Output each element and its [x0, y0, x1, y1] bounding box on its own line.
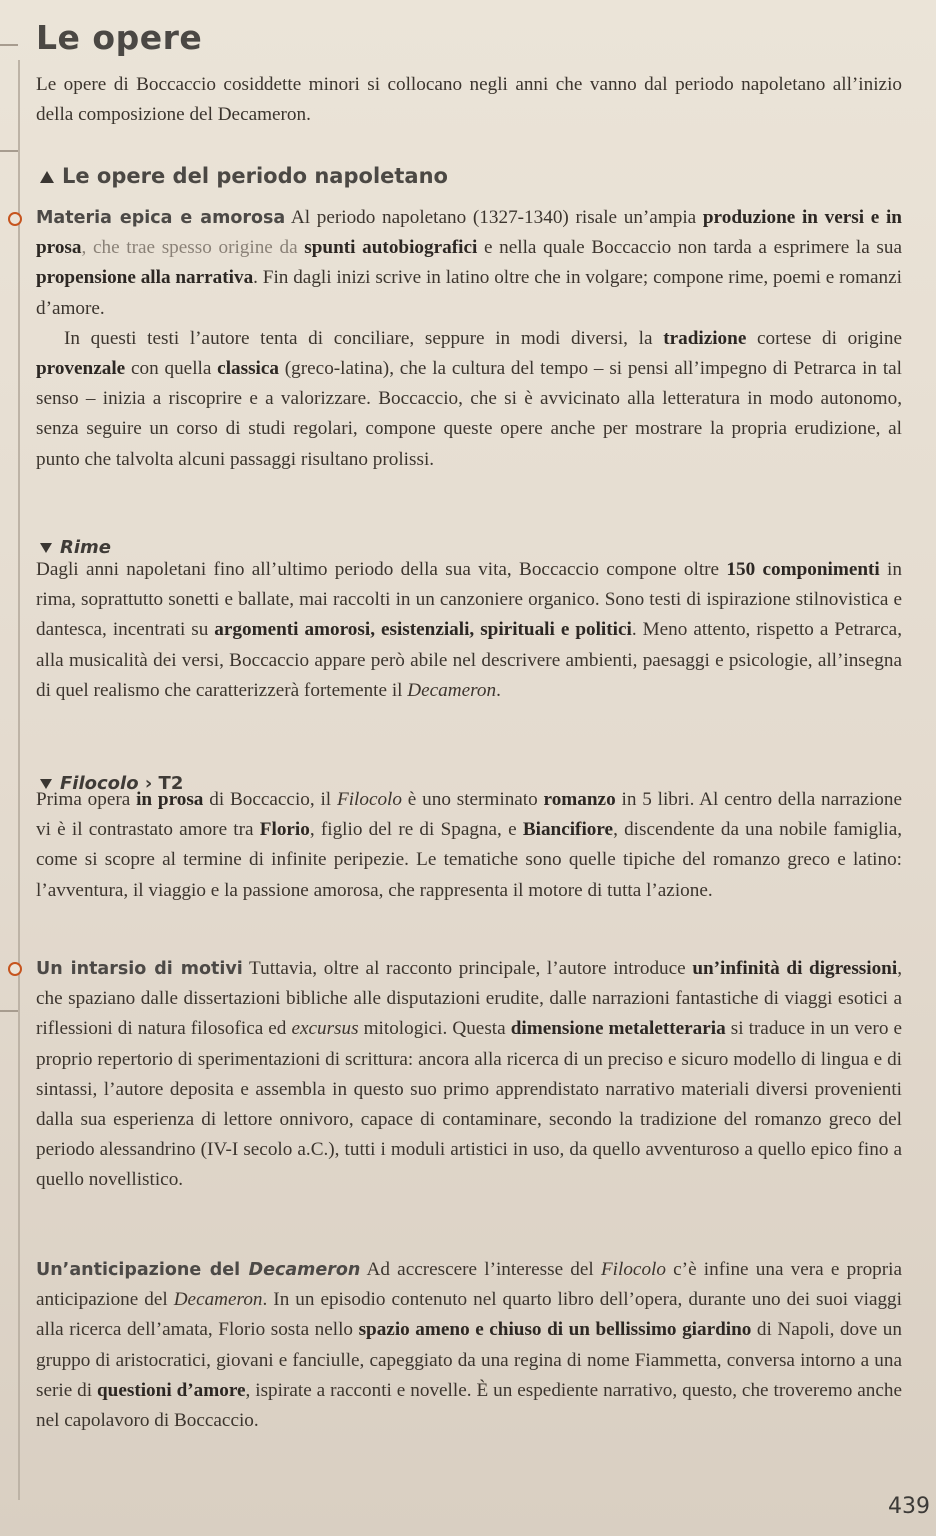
section-heading-text: Le opere del periodo napoletano [62, 164, 448, 188]
text-run: in rima, soprattutto sonetti e ballate, mai raccolti in un canzoniere organico. Sono testi di ispirazione stilnovistica e dantesca, incentrati su [36, 559, 902, 641]
italic-run: Filocolo [336, 789, 402, 810]
intro-text: Le opere di Boccaccio cosiddette minori si collocano negli anni che vanno dal periodo napoletano all’inizio della composizione del Decameron. [36, 74, 902, 126]
page-number: 439 [888, 1494, 930, 1519]
bold-run: Biancifiore [522, 819, 614, 841]
bold-run: romanzo [543, 789, 616, 810]
circle-marker-icon [8, 212, 22, 226]
bold-run: tradizione [663, 327, 747, 349]
text-run: è uno sterminato [401, 789, 544, 810]
bold-run: produzione in versi e in prosa [36, 207, 902, 259]
intarsio-paragraph [36, 954, 902, 1196]
text-run: Dagli anni napoletani fino all’ultimo periodo della sua vita, Boccaccio compone oltre [36, 559, 727, 580]
epica-lead: Materia epica e amorosa [36, 208, 286, 228]
margin-rule [18, 60, 20, 1500]
text-run: , che spaziano dalle dissertazioni bibliche alle disputazioni erudite, dalle narrazioni fantastiche di viaggi esotici a riflessioni di natura filosofica ed [36, 958, 902, 1040]
anticipazione-paragraph [36, 1255, 902, 1436]
text-run: si traduce in un vero e proprio repertorio di sperimentazioni di scrittura: ancora alla ricerca di un preciso e sicuro modello di lingua e di sintassi, l’autore deposita e assembla in questo suo primo apprendistato narrativo materiali diversi provenienti dalla sua esperienza di lettore onnivoro, capace di contaminare, secondo la tradizione del romanzo greco del periodo alessandrino (IV-I secolo a.C.), tutti i moduli artistici in uso, da quello avventuroso a quello epico fino a quello novellistico. [36, 1018, 902, 1191]
bold-run: spunti autobiografici [304, 237, 478, 259]
rime-paragraph [36, 555, 902, 706]
filocolo-heading-text: Filocolo [60, 773, 139, 794]
text-run: mitologici. Questa [358, 1018, 511, 1040]
text-run: di Napoli, dove un gruppo di aristocratici, giovani e fanciulle, capeggiato da una regina di nome Fiammetta, conversa intorno a una serie di [36, 1319, 902, 1401]
intarsio-lead: Un intarsio di motivi [36, 959, 243, 979]
filocolo-paragraph [36, 785, 902, 906]
text-run: . [496, 679, 501, 701]
margin-tick [0, 150, 18, 152]
margin-tick [0, 44, 18, 46]
epica-paragraph [36, 203, 902, 475]
rime-heading-text: Rime [60, 537, 111, 558]
lead-run: Un’anticipazione del [36, 1260, 249, 1280]
bold-run: dimensione metaletteraria [510, 1018, 726, 1040]
text-run: . In un episodio contenuto nel quarto libro dell’opera, durante uno dei suoi viaggi alla ricerca dell’amata, Florio sosta nello [36, 1289, 902, 1341]
page-title: Le opere [36, 18, 203, 57]
text-run: , ispirate a racconti e novelle. È un espediente narrativo, questo, che troveremo anche nel capolavoro di Boccaccio. [36, 1379, 903, 1432]
text-run: con quella [125, 358, 218, 380]
circle-marker-icon [8, 962, 22, 976]
text-run: Al periodo napoletano (1327-1340) risale un’ampia [285, 207, 703, 228]
italic-run: Decameron [173, 1289, 263, 1311]
text-run: Tuttavia, oltre al racconto principale, l’autore introduce [242, 958, 693, 979]
bold-run: in prosa [136, 789, 204, 810]
text-run: Prima opera [36, 789, 137, 810]
text-run: Ad accrescere l’interesse del [360, 1259, 601, 1280]
intro-paragraph [36, 70, 902, 130]
triangle-down-icon [40, 543, 52, 553]
text-run: c’è infine una vera e propria anticipazione del [36, 1259, 903, 1311]
text-run: . Fin dagli inizi scrive in latino oltre che in volgare; compone rime, poemi e romanzi d’amore. [36, 267, 902, 319]
bold-run: propensione alla narrativa [36, 267, 254, 289]
bold-run: 150 componimenti [726, 559, 880, 580]
text-run: in 5 libri. Al centro della narrazione vi è il contrastato amore tra [36, 789, 902, 841]
italic-run: excursus [291, 1018, 359, 1040]
text-run: . Meno attento, rispetto a Petrarca, alla musicalità dei versi, Boccaccio appare però abile nel descrivere ambienti, paesaggi e psicologie, all’insegna di quel realismo che caratterizzerà fortemente il [36, 619, 902, 701]
bold-run: argomenti amorosi, esistenziali, spirituali e politici [214, 619, 632, 641]
bold-run: un’infinità di digressioni [692, 958, 898, 979]
cross-reference[interactable]: › T2 [144, 773, 184, 794]
bold-run: classica [217, 358, 279, 380]
bold-run: questioni d’amore [97, 1379, 246, 1401]
text-run: In questi testi l’autore tenta di conciliare, seppure in modi diversi, la [64, 327, 664, 349]
text-run: di Boccaccio, il [203, 789, 337, 810]
italic-run: Decameron [407, 679, 497, 701]
text-run: (greco-latina), che la cultura del tempo – si pensi all’impegno di Petrarca in tal senso – inizia a riscoprire e a valorizzare. Boccaccio, che si è avvicinato alla letteratura in modo autonomo, senza seguire un corso di studi regolari, compone queste opere anche per mostrare la propria erudizione, al punto che talvolta alcuni passaggi risultano prolissi. [36, 358, 902, 470]
triangle-up-icon [40, 171, 54, 183]
bold-run: Florio [259, 819, 310, 841]
text-run: , che trae spesso origine da [81, 237, 305, 259]
text-run: , figlio del re di Spagna, e [309, 819, 523, 841]
lead-italic-run: Decameron [248, 1260, 361, 1280]
bold-run: provenzale [36, 358, 126, 380]
bold-run: spazio ameno e chiuso di un bellissimo giardino [358, 1319, 752, 1341]
margin-tick [0, 1010, 18, 1012]
anticipazione-lead [36, 1260, 360, 1280]
text-run: e nella quale Boccaccio non tarda a esprimere la sua [477, 237, 903, 259]
text-run: cortese di origine [746, 327, 902, 349]
italic-run: Filocolo [600, 1259, 666, 1280]
section-heading [40, 164, 448, 188]
text-run: , discendente da una nobile famiglia, come si scopre al termine di infinite peripezie. Le tematiche sono quelle tipiche del romanzo greco e latino: l’avventura, il viaggio e la passione amorosa, che rappresenta il motore di tutta l’azione. [36, 819, 903, 901]
